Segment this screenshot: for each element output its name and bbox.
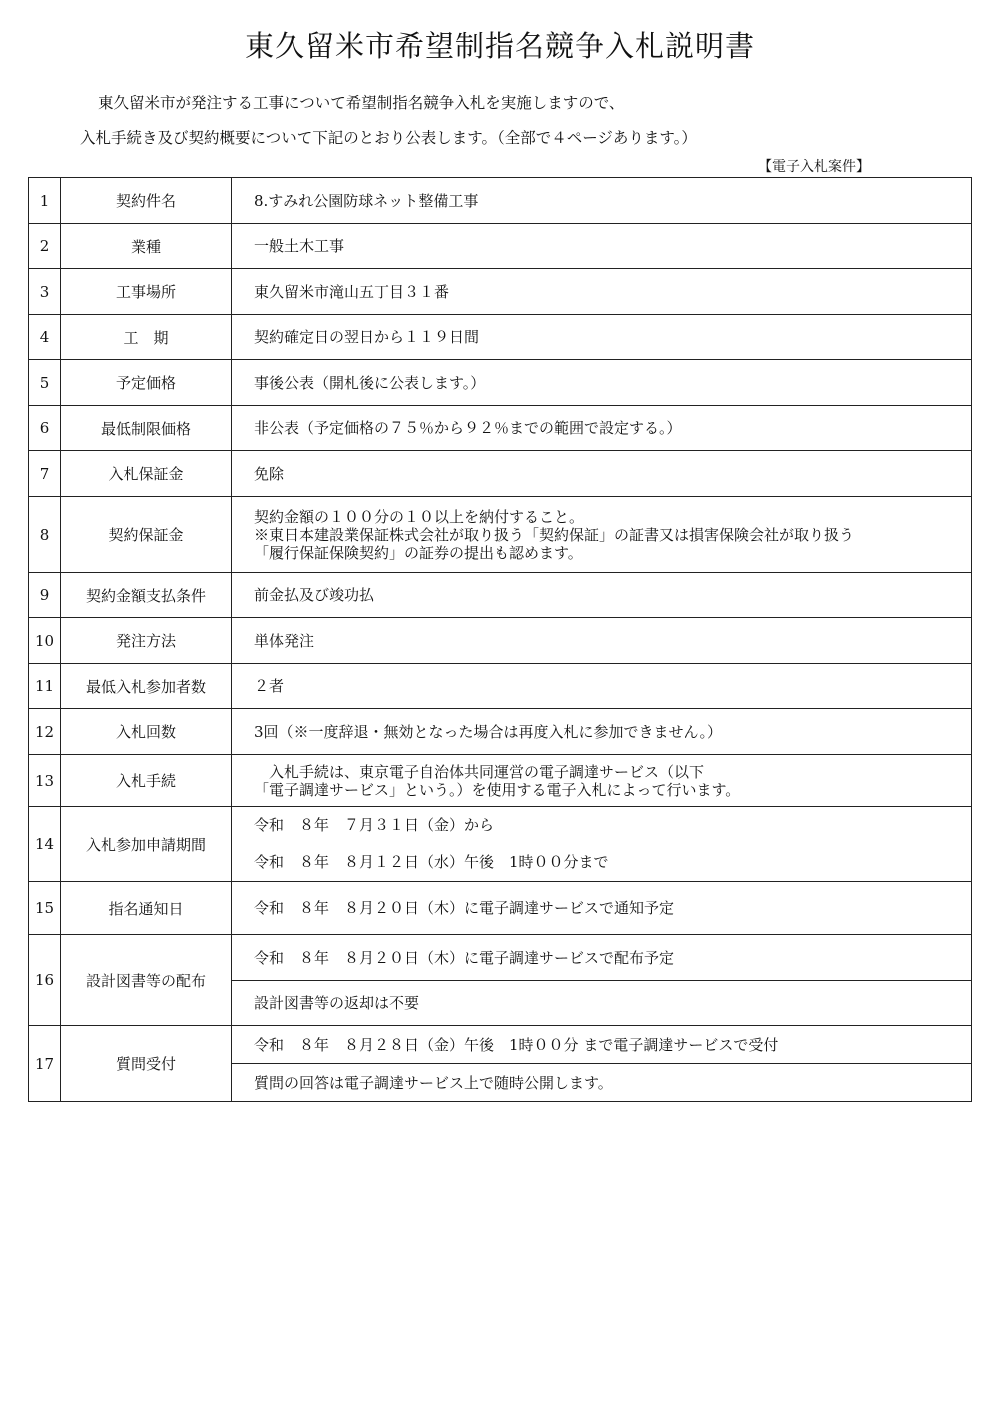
row-value: 東久留米市滝山五丁目３１番 <box>232 269 972 315</box>
row-label: 発注方法 <box>61 618 232 664</box>
table-row <box>29 709 972 755</box>
table-row <box>29 755 972 807</box>
table-row <box>29 1026 972 1064</box>
value-line: 「履行保証保険契約」の証券の提出も認めます。 <box>254 543 583 562</box>
row-number: 5 <box>29 360 61 406</box>
row-value <box>232 497 972 573</box>
row-number: 9 <box>29 573 61 618</box>
row-value <box>232 807 972 882</box>
row-number: 2 <box>29 224 61 269</box>
row-label: 契約金額支払条件 <box>61 573 232 618</box>
table-row <box>29 573 972 618</box>
row-number: 10 <box>29 618 61 664</box>
row-label: 指名通知日 <box>61 882 232 935</box>
table-row <box>29 315 972 360</box>
table-row <box>29 664 972 709</box>
row-value: 3回（※一度辞退・無効となった場合は再度入札に参加できません。） <box>232 709 972 755</box>
document-title: 東久留米市希望制指名競争入札説明書 <box>244 29 755 63</box>
row-label: 質問受付 <box>61 1026 232 1102</box>
row-label: 契約件名 <box>61 178 232 224</box>
row-label: 入札回数 <box>61 709 232 755</box>
row-number: 3 <box>29 269 61 315</box>
row-number: 7 <box>29 451 61 497</box>
row-value: 単体発注 <box>232 618 972 664</box>
row-number: 4 <box>29 315 61 360</box>
row-label: 予定価格 <box>61 360 232 406</box>
row-number: 14 <box>29 807 61 882</box>
bid-info-table <box>28 177 972 1102</box>
row-value: 一般土木工事 <box>232 224 972 269</box>
row-value: 事後公表（開札後に公表します。） <box>232 360 972 406</box>
table-row <box>29 224 972 269</box>
row-number: 13 <box>29 755 61 807</box>
table-row <box>29 882 972 935</box>
row-value: 免除 <box>232 451 972 497</box>
table-row <box>29 269 972 315</box>
row-value: 前金払及び竣功払 <box>232 573 972 618</box>
value-line: ※東日本建設業保証株式会社が取り扱う「契約保証」の証書又は損害保険会社が取り扱う <box>254 525 855 544</box>
table-row <box>29 935 972 981</box>
row-number: 16 <box>29 935 61 1026</box>
row-number: 1 <box>29 178 61 224</box>
row-value: 8.すみれ公園防球ネット整備工事 <box>232 178 972 224</box>
row-number: 6 <box>29 406 61 451</box>
row-value: 質問の回答は電子調達サービス上で随時公開します。 <box>232 1064 972 1102</box>
row-value: 令和 ８年 ８月２０日（木）に電子調達サービスで配布予定 <box>232 935 972 981</box>
table-row <box>29 406 972 451</box>
row-number: 17 <box>29 1026 61 1102</box>
table-row <box>29 497 972 573</box>
intro-line-2: 入札手続き及び契約概要について下記のとおり公表します。（全部で４ページあります。） <box>80 129 697 147</box>
value-line: 令和 ８年 ７月３１日（金）から <box>254 816 495 834</box>
row-number: 12 <box>29 709 61 755</box>
value-line: 令和 ８年 ８月１２日（水）午後 1時００分まで <box>254 853 609 871</box>
row-value: 設計図書等の返却は不要 <box>232 981 972 1026</box>
value-line: 契約金額の１００分の１０以上を納付すること。 <box>254 507 585 526</box>
row-number: 8 <box>29 497 61 573</box>
row-value: 令和 ８年 ８月２０日（木）に電子調達サービスで通知予定 <box>232 882 972 935</box>
value-line: 入札手続は、東京電子自治体共同運営の電子調達サービス（以下 <box>254 762 705 781</box>
value-line: 「電子調達サービス」という。）を使用する電子入札によって行います。 <box>254 780 741 799</box>
row-number: 11 <box>29 664 61 709</box>
row-label: 設計図書等の配布 <box>61 935 232 1026</box>
table-row <box>29 451 972 497</box>
row-value: ２者 <box>232 664 972 709</box>
row-label: 最低入札参加者数 <box>61 664 232 709</box>
row-label: 入札手続 <box>61 755 232 807</box>
table-row <box>29 807 972 882</box>
row-label: 工 期 <box>61 315 232 360</box>
table-row <box>29 360 972 406</box>
row-value: 契約確定日の翌日から１１９日間 <box>232 315 972 360</box>
row-value: 令和 ８年 ８月２８日（金）午後 1時００分 まで電子調達サービスで受付 <box>232 1026 972 1064</box>
row-label: 業種 <box>61 224 232 269</box>
table-row <box>29 178 972 224</box>
row-label: 工事場所 <box>61 269 232 315</box>
row-value <box>232 755 972 807</box>
table-row <box>29 618 972 664</box>
intro-line-1: 東久留米市が発注する工事について希望制指名競争入札を実施しますので、 <box>98 94 625 112</box>
row-label: 入札参加申請期間 <box>61 807 232 882</box>
electronic-bid-tag: 【電子入札案件】 <box>758 159 870 175</box>
row-label: 契約保証金 <box>61 497 232 573</box>
row-number: 15 <box>29 882 61 935</box>
row-label: 最低制限価格 <box>61 406 232 451</box>
row-value: 非公表（予定価格の７５％から９２％までの範囲で設定する。） <box>232 406 972 451</box>
row-label: 入札保証金 <box>61 451 232 497</box>
